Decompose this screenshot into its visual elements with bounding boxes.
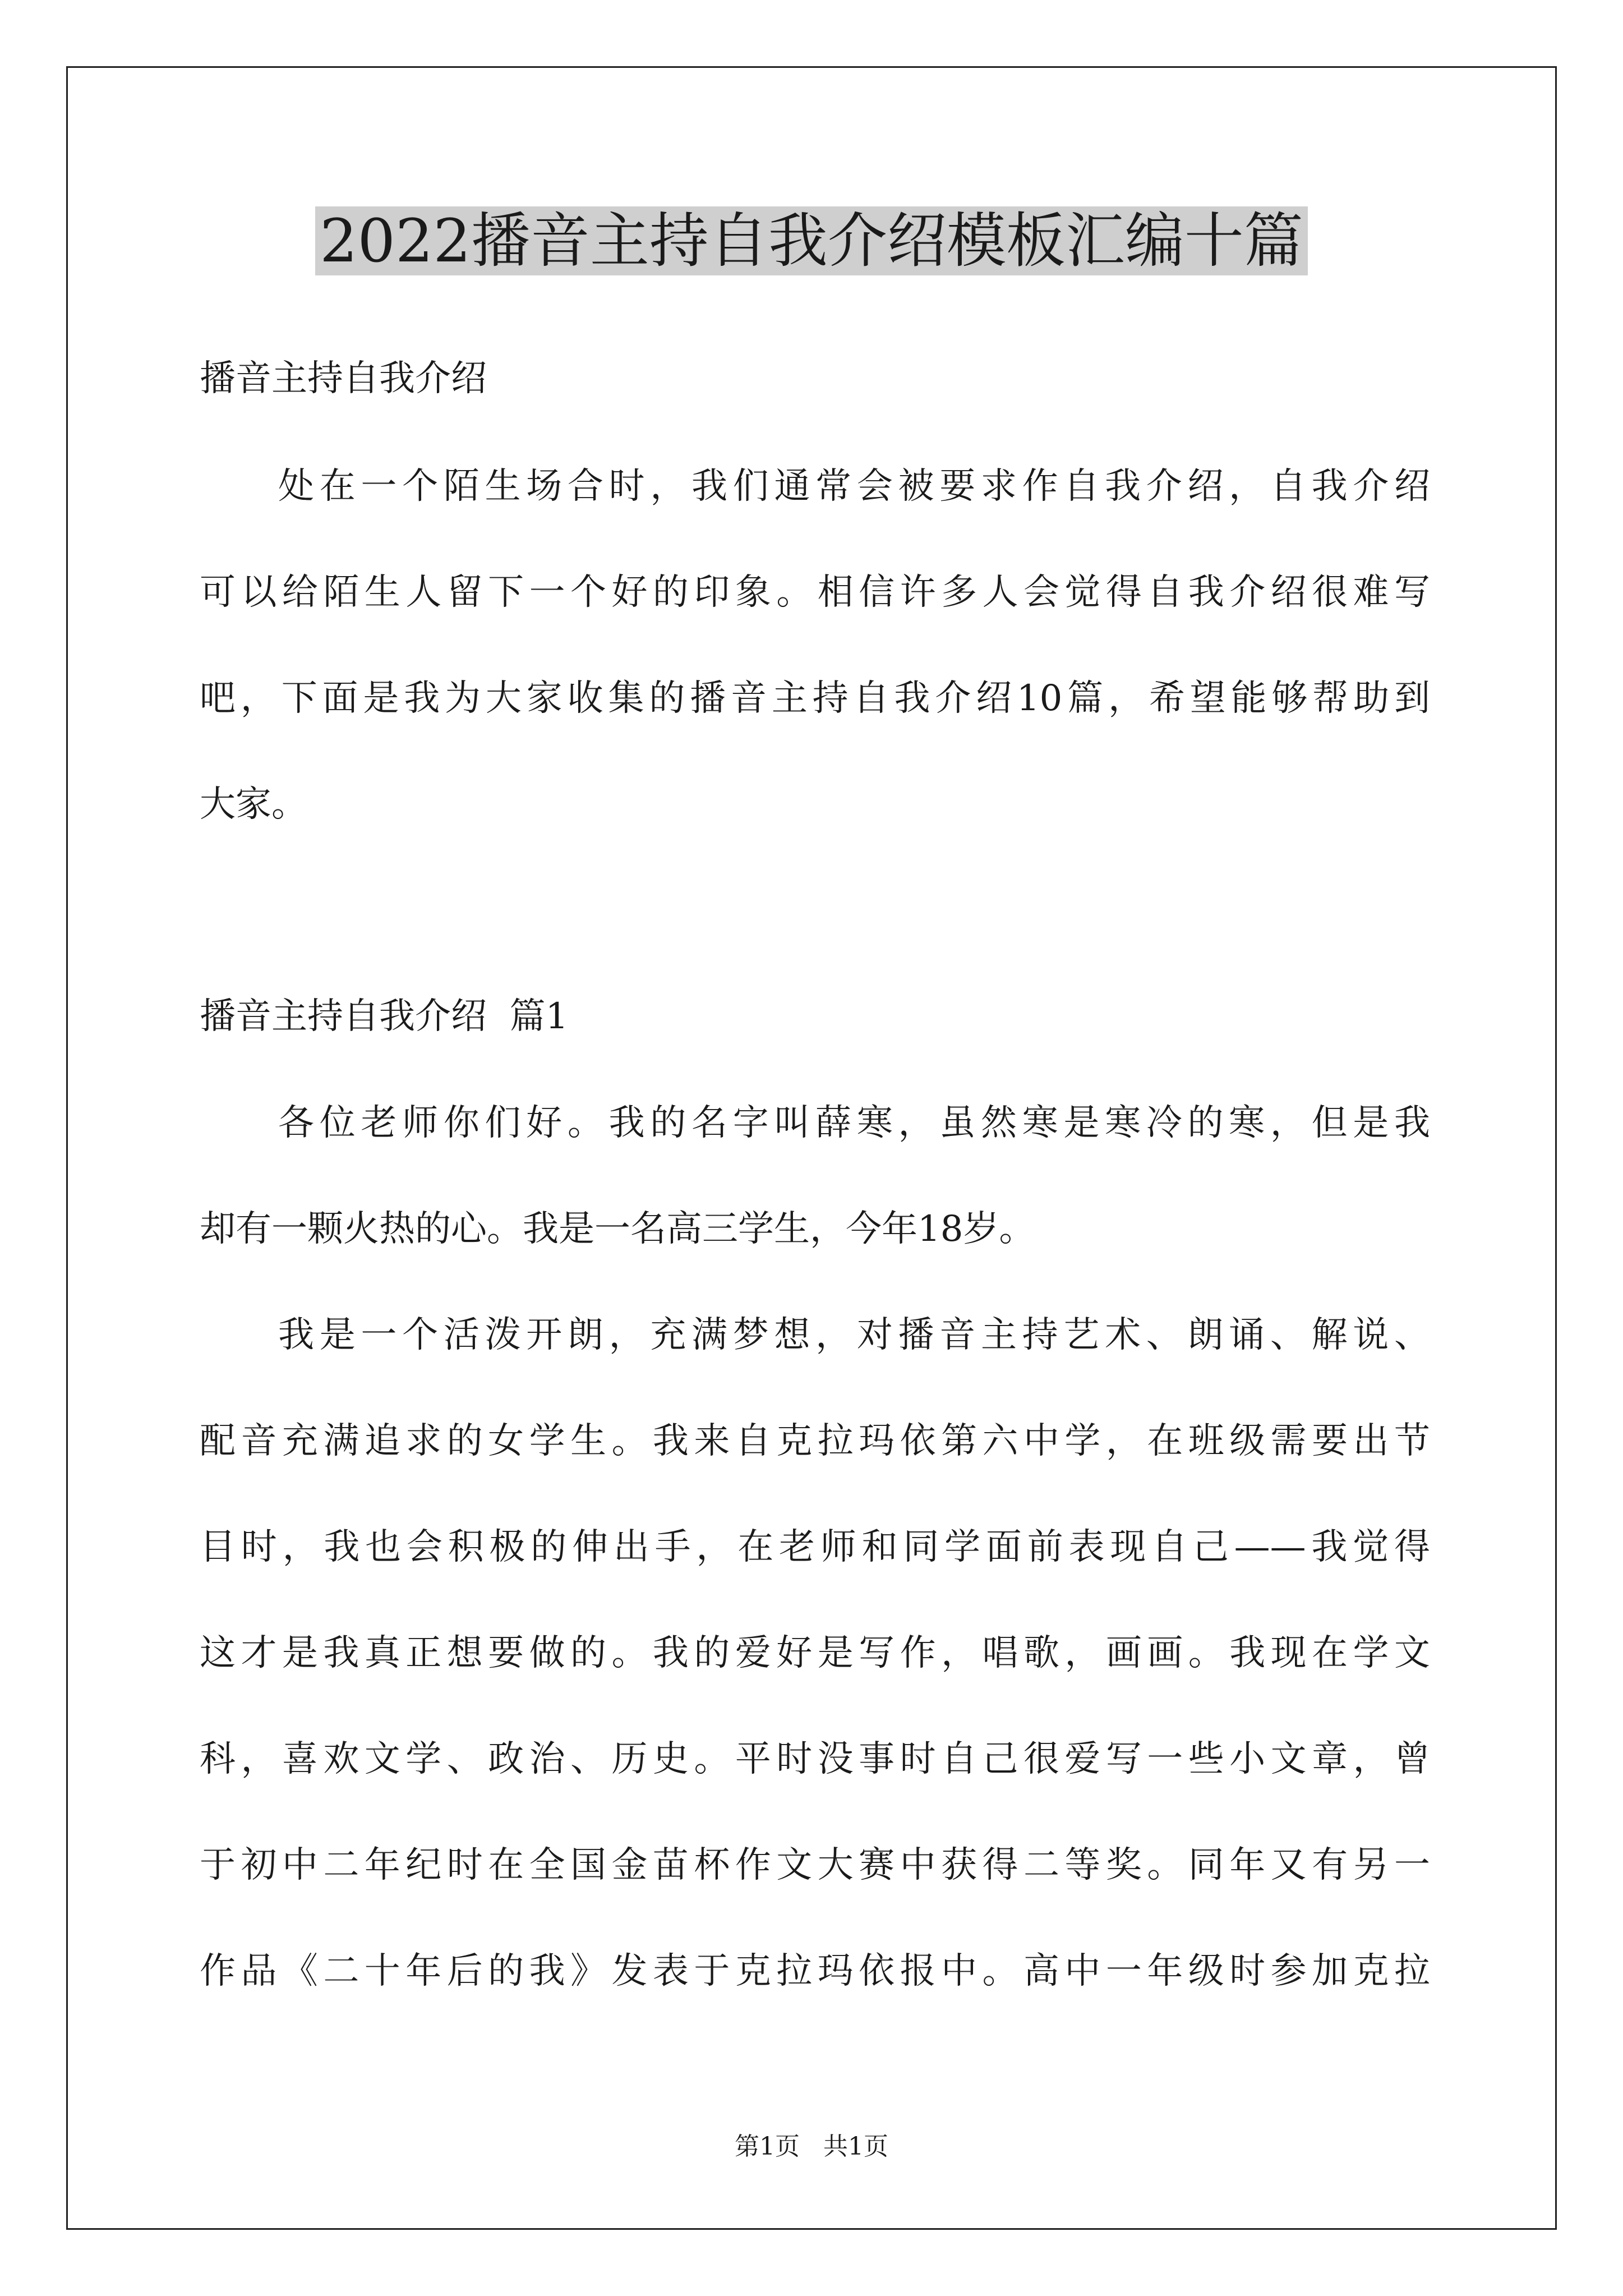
section1-paragraph1-line1 <box>200 1102 1430 1144</box>
paragraph-line: 科，喜欢文学、政治、历史。平时没事时自己很爱写一些小文章，曾 <box>200 1738 1430 1780</box>
paragraph-line: 这才是我真正想要做的。我的爱好是写作，唱歌，画画。我现在学文 <box>200 1632 1430 1674</box>
section1-paragraph2-line6 <box>200 1844 1430 1886</box>
section1-paragraph2-line3 <box>200 1526 1430 1568</box>
document-title-text: 2022播音主持自我介绍模板汇编十篇 <box>315 206 1308 275</box>
page-footer <box>0 2133 1623 2161</box>
paragraph-line: 于初中二年纪时在全国金苗杯作文大赛中获得二等奖。同年又有另一 <box>200 1844 1430 1886</box>
section1-paragraph2-line5 <box>200 1738 1430 1780</box>
intro-paragraph-2 <box>200 572 1430 613</box>
section1-paragraph1-line2 <box>200 1208 1430 1250</box>
section1-paragraph2-line4 <box>200 1632 1430 1674</box>
document-title <box>0 199 1623 283</box>
paragraph-line: 作品《二十年后的我》发表于克拉玛依报中。高中一年级时参加克拉 <box>200 1950 1430 1992</box>
intro-heading-block <box>200 358 1430 399</box>
intro-line: 大家。 <box>200 784 307 825</box>
paragraph-line: 我是一个活泼开朗，充满梦想，对播音主持艺术、朗诵、解说、 <box>278 1314 1430 1356</box>
paragraph-line: 各位老师你们好。我的名字叫薛寒，虽然寒是寒冷的寒，但是我 <box>278 1102 1430 1144</box>
section1-paragraph2-line1 <box>200 1314 1430 1356</box>
intro-line: 可以给陌生人留下一个好的印象。相信许多人会觉得自我介绍很难写 <box>200 572 1430 613</box>
intro-paragraph-4 <box>200 784 1430 825</box>
intro-line: 吧，下面是我为大家收集的播音主持自我介绍10篇，希望能够帮助到 <box>200 678 1430 719</box>
intro-paragraph-3 <box>200 678 1430 719</box>
paragraph-line: 配音充满追求的女学生。我来自克拉玛依第六中学，在班级需要出节 <box>200 1420 1430 1462</box>
intro-paragraph <box>200 466 1430 507</box>
paragraph-line: 目时，我也会积极的伸出手，在老师和同学面前表现自己——我觉得 <box>200 1526 1430 1568</box>
section-heading: 播音主持自我介绍 篇1 <box>200 996 569 1037</box>
section1-paragraph2-line7 <box>200 1950 1430 1992</box>
section1-paragraph2-line2 <box>200 1420 1430 1462</box>
intro-line: 处在一个陌生场合时，我们通常会被要求作自我介绍，自我介绍 <box>278 466 1430 507</box>
section-heading-block <box>200 996 1430 1037</box>
paragraph-line: 却有一颗火热的心。我是一名高三学生，今年18岁。 <box>200 1208 1035 1250</box>
page-number: 第1页 共1页 <box>735 2132 888 2161</box>
intro-heading: 播音主持自我介绍 <box>200 358 487 399</box>
